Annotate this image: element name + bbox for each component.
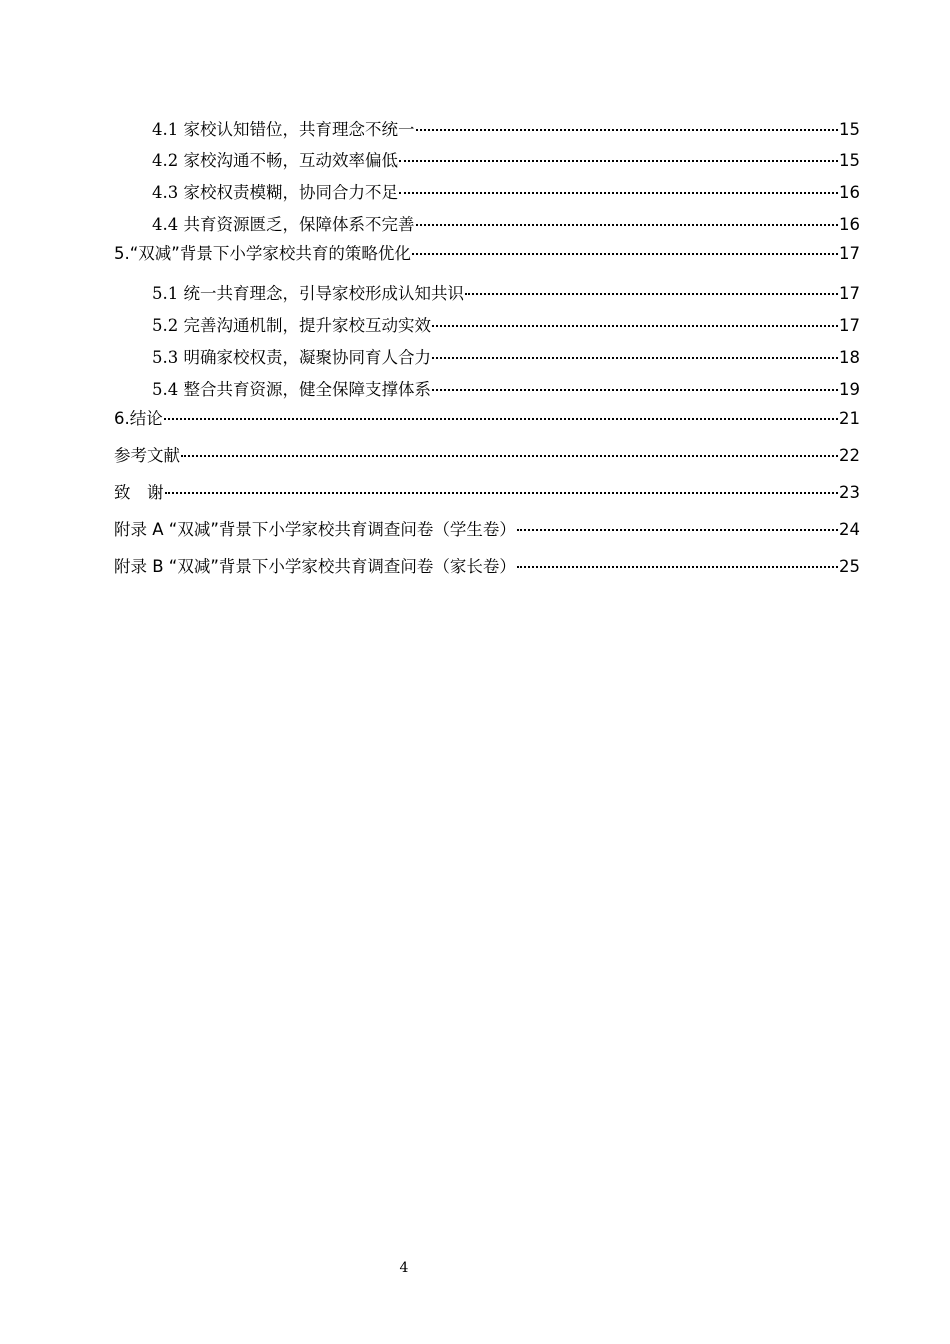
toc-entry-page: 23: [839, 483, 860, 502]
toc-entry-title: 致 谢: [114, 483, 164, 502]
toc-entry-5-1[interactable]: [114, 283, 860, 305]
dot-leader: [412, 253, 838, 255]
toc-entry-title: 4.4 共育资源匮乏，保障体系不完善: [152, 215, 415, 234]
toc-entry-appendix-b[interactable]: [114, 556, 860, 578]
toc-entry-5-3[interactable]: [114, 347, 860, 369]
dot-leader: [399, 192, 838, 194]
toc-entry-page: 16: [839, 183, 860, 202]
dot-leader: [432, 357, 838, 359]
toc-entry-title: 附录 A “双减”背景下小学家校共育调查问卷（学生卷）: [114, 520, 516, 539]
dot-leader: [465, 293, 838, 295]
toc-entry-4-2[interactable]: [114, 150, 860, 172]
dot-leader: [399, 160, 838, 162]
toc-entry-title: 附录 B “双减”背景下小学家校共育调查问卷（家长卷）: [114, 557, 516, 576]
toc-entry-page: 21: [839, 409, 860, 428]
toc-entry-4-3[interactable]: [114, 182, 860, 204]
toc-entry-page: 15: [839, 120, 860, 139]
toc-entry-page: 16: [839, 215, 860, 234]
toc-entry-5[interactable]: [114, 243, 860, 265]
dot-leader: [416, 224, 839, 226]
toc-entry-title: 6.结论: [114, 409, 163, 428]
toc-entry-title: 4.2 家校沟通不畅，互动效率偏低: [152, 151, 398, 170]
toc-entry-title: 参考文献: [114, 446, 180, 465]
toc-entry-6[interactable]: [114, 408, 860, 430]
toc-entry-page: 24: [839, 520, 860, 539]
page-number: 4: [399, 1260, 409, 1276]
dot-leader: [416, 129, 839, 131]
toc-entry-title: 4.3 家校权责模糊，协同合力不足: [152, 183, 398, 202]
toc-entry-page: 22: [839, 446, 860, 465]
toc-entry-page: 19: [839, 380, 860, 399]
toc-entry-title: 5.“双减”背景下小学家校共育的策略优化: [114, 244, 411, 263]
toc-entry-4-1[interactable]: [114, 119, 860, 141]
table-of-contents: [114, 117, 860, 578]
toc-entry-page: 17: [839, 316, 860, 335]
toc-entry-title: 5.3 明确家校权责，凝聚协同育人合力: [152, 348, 431, 367]
dot-leader: [432, 325, 838, 327]
dot-leader: [164, 418, 838, 420]
toc-entry-title: 4.1 家校认知错位，共育理念不统一: [152, 120, 415, 139]
toc-entry-page: 17: [839, 244, 860, 263]
toc-entry-title: 5.2 完善沟通机制，提升家校互动实效: [152, 316, 431, 335]
dot-leader: [517, 529, 838, 531]
toc-entry-title: 5.1 统一共育理念，引导家校形成认知共识: [152, 284, 464, 303]
dot-leader: [517, 566, 838, 568]
toc-entry-4-4[interactable]: [114, 214, 860, 236]
toc-entry-page: 17: [839, 284, 860, 303]
toc-entry-page: 15: [839, 151, 860, 170]
toc-entry-appendix-a[interactable]: [114, 519, 860, 541]
dot-leader: [181, 455, 838, 457]
dot-leader: [165, 492, 839, 494]
toc-entry-5-2[interactable]: [114, 315, 860, 337]
toc-entry-page: 18: [839, 348, 860, 367]
toc-entry-5-4[interactable]: [114, 379, 860, 401]
toc-entry-title: 5.4 整合共育资源，健全保障支撑体系: [152, 380, 431, 399]
toc-entry-acknowledgements[interactable]: [114, 482, 860, 504]
toc-entry-page: 25: [839, 557, 860, 576]
toc-entry-references[interactable]: [114, 445, 860, 467]
dot-leader: [432, 389, 838, 391]
